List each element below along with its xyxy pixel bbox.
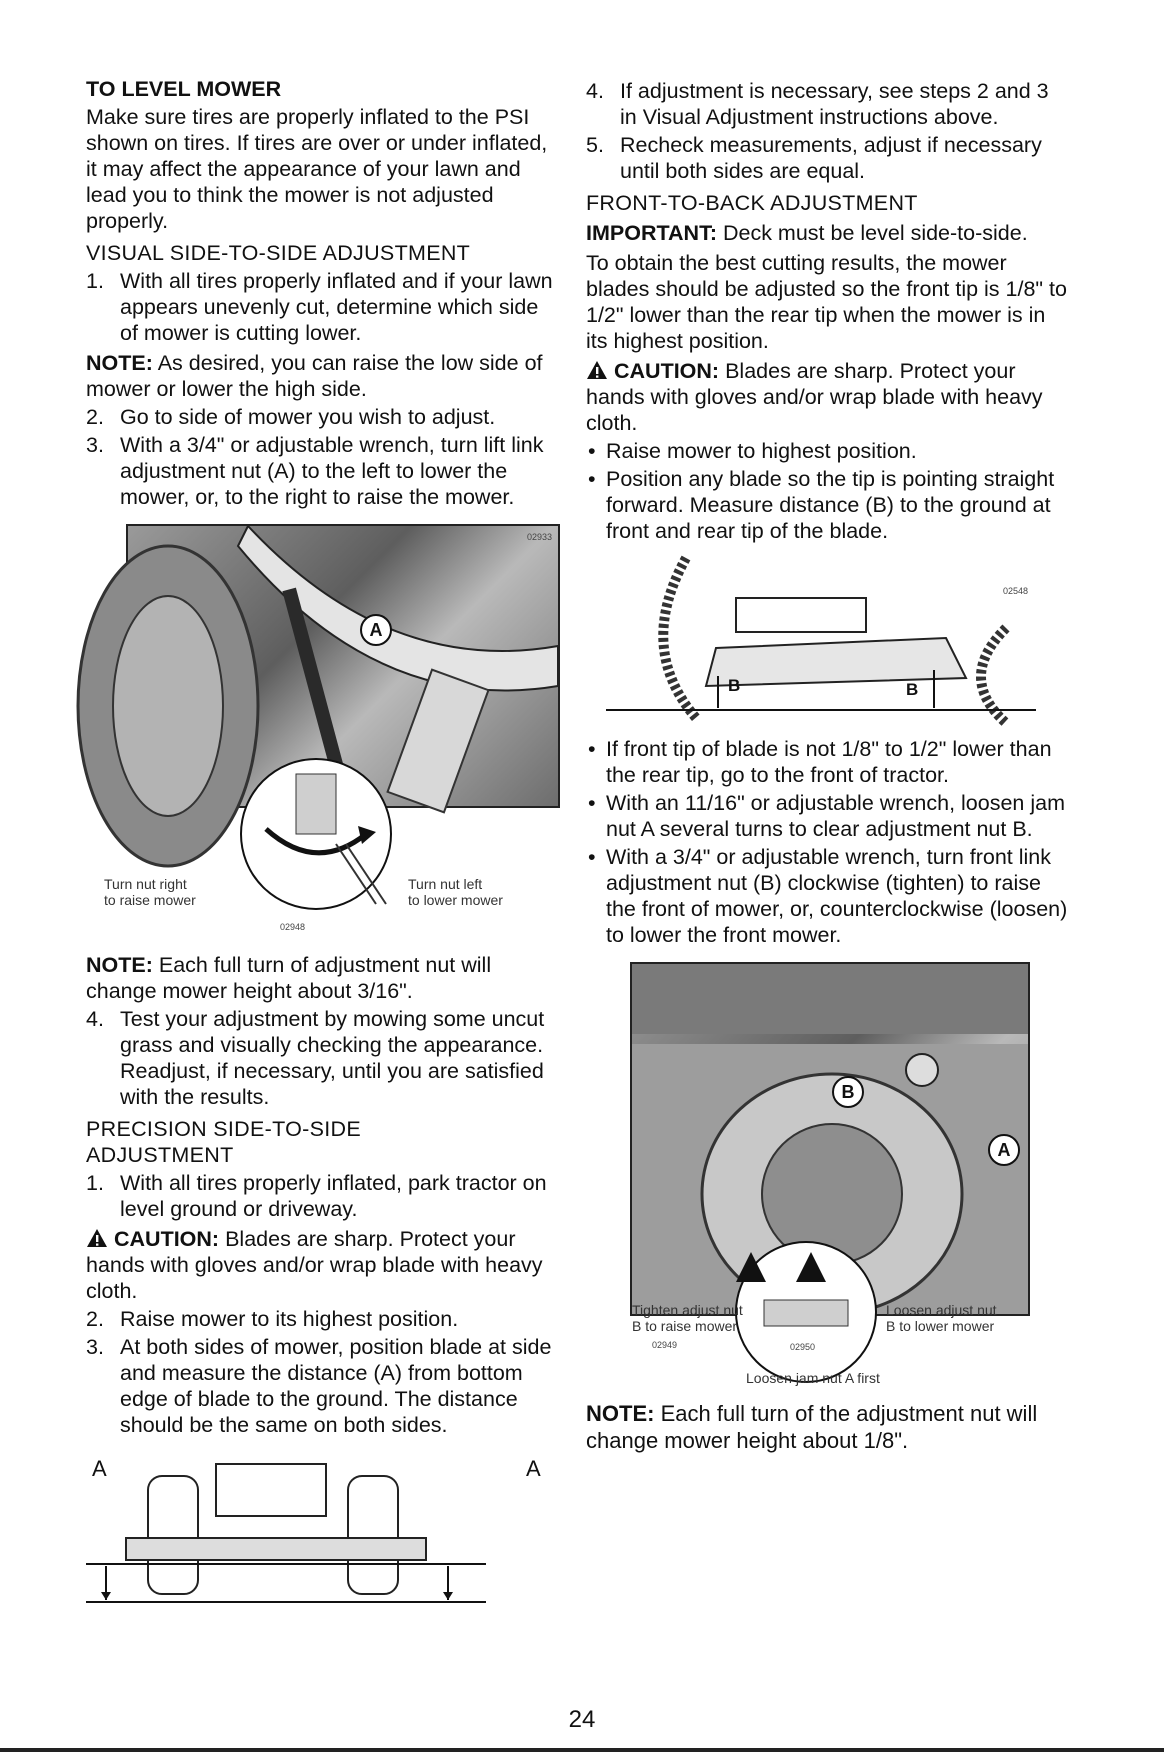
figure-number: 02949 <box>652 1340 678 1350</box>
figure-number: 02933 <box>526 532 552 542</box>
caution-paragraph: CAUTION: Blades are sharp. Protect your hands with gloves and/or wrap blade with heavy cloth. <box>86 1227 543 1303</box>
list-item: 3. With a 3/4" or adjustable wrench, turn lift link adjustment nut (A) to the left to lower the mower, or, to the right to raise the mower. <box>86 433 544 509</box>
page-number: 24 <box>568 1706 596 1733</box>
bottom-rule <box>0 1748 1164 1752</box>
warning-icon <box>86 1228 108 1248</box>
front-to-back-heading: FRONT-TO-BACK ADJUSTMENT <box>586 191 918 215</box>
label-b-rear: B <box>906 680 919 699</box>
precision-heading: PRECISION SIDE-TO-SIDE ADJUSTMENT <box>86 1117 361 1167</box>
bullet-item: • Raise mower to highest position. <box>588 439 917 463</box>
bullet-item: • With a 3/4" or adjustable wrench, turn front link adjustment nut (B) clockwise (tighten) to raise the front of mower, or, counterclockwise (loosen) to lower the front mower. <box>588 845 1068 947</box>
label-a-left: A <box>92 1456 107 1481</box>
list-item: 4. If adjustment is necessary, see steps 2 and 3 in Visual Adjustment instructions above. <box>586 79 1049 129</box>
note-paragraph: NOTE: Each full turn of the adjustment nut will change mower height about 1/8". <box>586 1401 1038 1453</box>
lift-link-figure <box>104 524 556 944</box>
nut-detail-circle <box>126 774 556 934</box>
note-paragraph: NOTE: As desired, you can raise the low side of mower or lower the high side. <box>86 351 543 401</box>
label-a-right: A <box>526 1456 541 1481</box>
bottom-caption: Loosen jam nut A first <box>746 1370 880 1386</box>
left-caption: Tighten adjust nut B to raise mower <box>632 1302 743 1334</box>
callout-a: A <box>360 614 392 646</box>
list-item: 2. Raise mower to its highest position. <box>86 1307 459 1331</box>
intro-paragraph: Make sure tires are properly inflated to the PSI shown on tires. If tires are over or under inflated, it may affect the appearance of your lawn and lead you to think the mower is not adjusted properly. <box>86 105 548 233</box>
visual-heading: VISUAL SIDE-TO-SIDE ADJUSTMENT <box>86 241 471 265</box>
note-paragraph: NOTE: Each full turn of adjustment nut will change mower height about 3/16". <box>86 953 492 1003</box>
bullet-item: • If front tip of blade is not 1/8" to 1/2" lower than the rear tip, go to the front of tractor. <box>588 737 1052 787</box>
section-heading: TO LEVEL MOWER <box>86 77 282 101</box>
callout-a: A <box>988 1134 1020 1166</box>
list-item: 1. With all tires properly inflated and if your lawn appears unevenly cut, determine which side of mower is cutting lower. <box>86 269 553 345</box>
label-b-front: B <box>728 676 741 695</box>
warning-icon <box>586 360 608 380</box>
instructions-paragraph: To obtain the best cutting results, the mower blades should be adjusted so the front tip is 1/8" to 1/2" lower than the rear tip when the mower is in its highest position. <box>586 251 1067 353</box>
figure-number: 02548 <box>1002 586 1028 596</box>
callout-b: B <box>832 1076 864 1108</box>
left-caption: Turn nut right to raise mower <box>104 876 196 908</box>
figure-subnumber: 02950 <box>790 1342 816 1352</box>
bullet-item: • Position any blade so the tip is pointing straight forward. Measure distance (B) to the ground at front and rear tip of the blade. <box>588 467 1055 543</box>
list-item: 5. Recheck measurements, adjust if necessary until both sides are equal. <box>586 133 1042 183</box>
important-paragraph: IMPORTANT: Deck must be level side-to-side. <box>586 221 1028 245</box>
figure-subnumber: 02948 <box>280 922 306 932</box>
front-link-figure <box>586 962 1026 1392</box>
right-caption: Turn nut left to lower mower <box>408 876 503 908</box>
left-column <box>86 76 560 1610</box>
bullet-item: • With an 11/16" or adjustable wrench, loosen jam nut A several turns to clear adjustment nut B. <box>588 791 1065 841</box>
caution-paragraph: CAUTION: Blades are sharp. Protect your hands with gloves and/or wrap blade with heavy cloth. <box>586 359 1043 435</box>
side-measurement-figure <box>86 1452 560 1602</box>
right-column <box>586 76 1068 1454</box>
list-item: 1. With all tires properly inflated, park tractor on level ground or driveway. <box>86 1171 547 1221</box>
list-item: 2. Go to side of mower you wish to adjust. <box>86 405 496 429</box>
list-item: 3. At both sides of mower, position blade at side and measure the distance (A) from bottom edge of blade to the ground. The distance should be the same on both sides. <box>86 1335 552 1437</box>
deck-side-figure <box>606 558 1036 728</box>
list-item: 4. Test your adjustment by mowing some uncut grass and visually checking the appearance. Readjust, if necessary, until you are satisfied with the results. <box>86 1007 545 1109</box>
right-caption: Loosen adjust nut B to lower mower <box>886 1302 997 1334</box>
